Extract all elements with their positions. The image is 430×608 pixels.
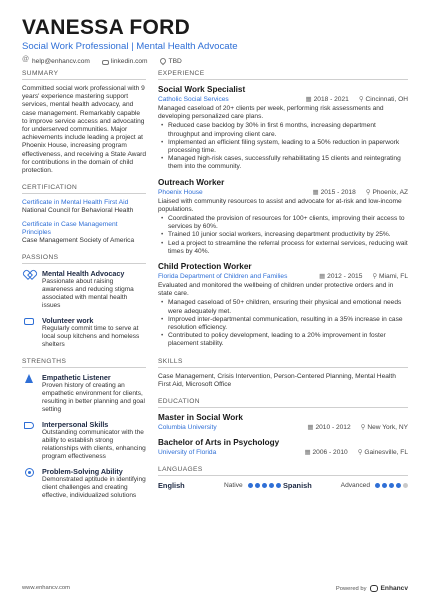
left-column [22, 70, 146, 509]
experience-section [158, 70, 408, 349]
passion-item [22, 316, 146, 349]
strength-item [22, 373, 146, 414]
experience-heading: EXPERIENCE [158, 70, 408, 80]
location-pin-icon [159, 58, 166, 65]
languages-row [158, 481, 408, 490]
job-bullet: • Improved inter-departmental communication, resulting in a 35% increase in case resolution efficiency. [158, 316, 408, 332]
strengths-section [22, 358, 146, 500]
job-bullet: • Reduced case backlog by 30% in first 6 months, increasing department throughput and improving client care. [158, 122, 408, 138]
education-entry [158, 413, 408, 432]
language-item [283, 481, 408, 490]
linkedin-text: linkedin.com [110, 58, 148, 65]
job-dates: ▦ 2015 - 2018 [313, 188, 356, 197]
job-bullet: • Managed high-risk cases, successfully rehabilitating 15 clients and reintegrating them into the community. [158, 155, 408, 171]
job-bullet: • Led a project to streamline the referral process for external services, reducing wait times by 40%. [158, 240, 408, 256]
job-bullet: • Contributed to policy development, leading to a 20% improvement in foster placement stability. [158, 332, 408, 348]
enhancv-logo-icon [370, 585, 378, 592]
languages-heading: LANGUAGES [158, 466, 408, 476]
empty-dot [403, 483, 408, 488]
strength-item [22, 420, 146, 461]
filled-dot [396, 483, 401, 488]
job-bullet: • Trained 10 junior social workers, increasing department productivity by 25%. [158, 231, 408, 239]
school-name: University of Florida [158, 449, 217, 457]
strength-title: Interpersonal Skills [42, 420, 109, 430]
filled-dot [248, 483, 253, 488]
degree-title: Master in Social Work [158, 413, 243, 423]
language-name: Spanish [283, 481, 312, 491]
at-icon [22, 58, 29, 65]
job-company: Florida Department of Children and Families [158, 273, 288, 281]
strength-title: Problem-Solving Ability [42, 467, 123, 477]
passion-desc: Passionate about raising awareness and reducing stigma associated with mental health issues [42, 278, 134, 310]
job-title: Social Work Specialist [158, 85, 246, 94]
skills-heading: SKILLS [158, 358, 408, 368]
job-company: Catholic Social Services [158, 96, 229, 103]
passion-title: Mental Health Advocacy [42, 269, 125, 279]
strength-desc: Demonstrated aptitude in identifying client challenges and creating effective, individualized solutions [42, 476, 146, 500]
filled-dot [255, 483, 260, 488]
strength-desc: Outstanding communicator with the ability to establish strong relationships with clients, enhancing program effectiveness [42, 429, 146, 461]
passion-desc: Regularly commit time to serve at local soup kitchens and homeless shelters [42, 325, 140, 349]
languages-section [158, 466, 408, 490]
education-location: ⚲ Gainesville, FL [358, 448, 408, 457]
filled-dot [375, 483, 380, 488]
passion-item [22, 269, 146, 310]
certificate-name: Certificate in Mental Health First Aid [22, 199, 129, 207]
right-column [158, 70, 408, 499]
summary-heading: SUMMARY [22, 70, 146, 80]
job-entry [158, 262, 408, 349]
filled-dot [382, 483, 387, 488]
megaphone-icon [24, 422, 34, 429]
job-bullet: • Coordinated the provision of resources for 100+ clients, improving their access to services by 60%. [158, 215, 408, 231]
passions-heading: PASSIONS [22, 254, 146, 264]
location-contact [159, 58, 182, 65]
job-title: Child Protection Worker [158, 262, 252, 272]
job-bullet: • Managed caseload of 50+ children, ensuring their physical and emotional needs were adequately met. [158, 299, 408, 315]
skills-section [158, 358, 408, 389]
certification-heading: CERTIFICATION [22, 184, 146, 194]
filled-dot [389, 483, 394, 488]
job-company: Phoenix House [158, 188, 203, 196]
education-location: ⚲ New York, NY [361, 423, 408, 432]
job-description: Evaluated and monitored the wellbeing of children under protective orders and in state care. [158, 282, 394, 298]
degree-title: Bachelor of Arts in Psychology [158, 438, 280, 448]
handshake-icon [24, 318, 34, 325]
powered-by-text: Powered by [335, 585, 367, 592]
candidate-tagline: Social Work Professional | Mental Health Advocate [22, 41, 238, 52]
passions-section [22, 254, 146, 349]
candidate-name: VANESSA FORD [22, 16, 191, 39]
job-dates: ▦ 2012 - 2015 [319, 272, 362, 281]
skills-text: Case Management, Crisis Intervention, Person-Centered Planning, Mental Health First Aid, Microsoft Office [158, 372, 396, 388]
education-entry [158, 438, 408, 457]
contact-row [22, 58, 408, 65]
school-name: Columbia University [158, 424, 217, 432]
location-text: TBD [168, 58, 182, 65]
footer-site[interactable]: www.enhancv.com [22, 585, 70, 591]
proficiency-dots [248, 483, 281, 488]
education-heading: EDUCATION [158, 398, 408, 408]
passion-title: Volunteer work [42, 316, 94, 326]
job-description: Managed caseload of 20+ clients per week, performing risk assessments and developing personalized care plans. [158, 105, 384, 121]
footer-brand [336, 585, 408, 592]
target-icon [25, 468, 34, 477]
summary-section [22, 70, 146, 175]
filled-dot [262, 483, 267, 488]
certification-section [22, 184, 146, 245]
email-text: help@enhancv.com [32, 58, 90, 65]
language-level: Native [224, 482, 243, 490]
summary-text: Committed social work professional with 9 years' experience mastering support services, mental health advocacy, and case management. Remarkably capable to improve service access and advocating for underserved communities. Major achievements include leading a project at Phoenix House, increasing program effectiveness, and receiving a State Award for contributions in the domain of child protection. [22, 85, 147, 175]
certificate-org: National Council for Behavioral Health [22, 207, 134, 215]
education-dates: ▦ 2006 - 2010 [304, 448, 347, 457]
heart-icon [25, 270, 34, 279]
job-location: ⚲ Cincinnati, OH [359, 95, 408, 104]
language-item [158, 481, 283, 490]
job-bullet: • Implemented an efficient filing system, leading to a 50% reduction in paperwork processing time. [158, 139, 408, 155]
certificate-name: Certificate in Case Management Principles [22, 220, 118, 236]
page-footer [22, 585, 408, 592]
linkedin-contact[interactable] [101, 58, 148, 65]
filled-dot [269, 483, 274, 488]
filled-dot [276, 483, 281, 488]
email-contact[interactable] [22, 58, 90, 65]
job-dates: ▦ 2018 - 2021 [306, 95, 349, 104]
job-description: Liaised with community resources to assist and advocate for at-risk and low-income populations. [158, 197, 402, 213]
resume-header [22, 16, 408, 65]
job-entry [158, 178, 408, 256]
language-level: Advanced [340, 482, 370, 490]
strength-item [22, 467, 146, 500]
job-location: ⚲ Miami, FL [372, 272, 408, 281]
strengths-heading: STRENGTHS [22, 358, 146, 368]
brand-name: Enhancv [380, 585, 408, 592]
certificate-org: Case Management Society of America [22, 237, 135, 245]
job-location: ⚲ Phoenix, AZ [366, 188, 408, 197]
strength-title: Empathetic Listener [42, 373, 111, 383]
language-name: English [158, 481, 185, 491]
education-section [158, 398, 408, 457]
education-dates: ▦ 2010 - 2012 [307, 423, 350, 432]
lightning-icon [25, 374, 33, 383]
proficiency-dots [375, 483, 408, 488]
strength-desc: Proven history of creating an empathetic environment for clients, resulting in better planning and goal setting [42, 382, 145, 414]
job-title: Outreach Worker [158, 177, 225, 187]
job-entry [158, 85, 408, 172]
link-icon [101, 58, 108, 65]
